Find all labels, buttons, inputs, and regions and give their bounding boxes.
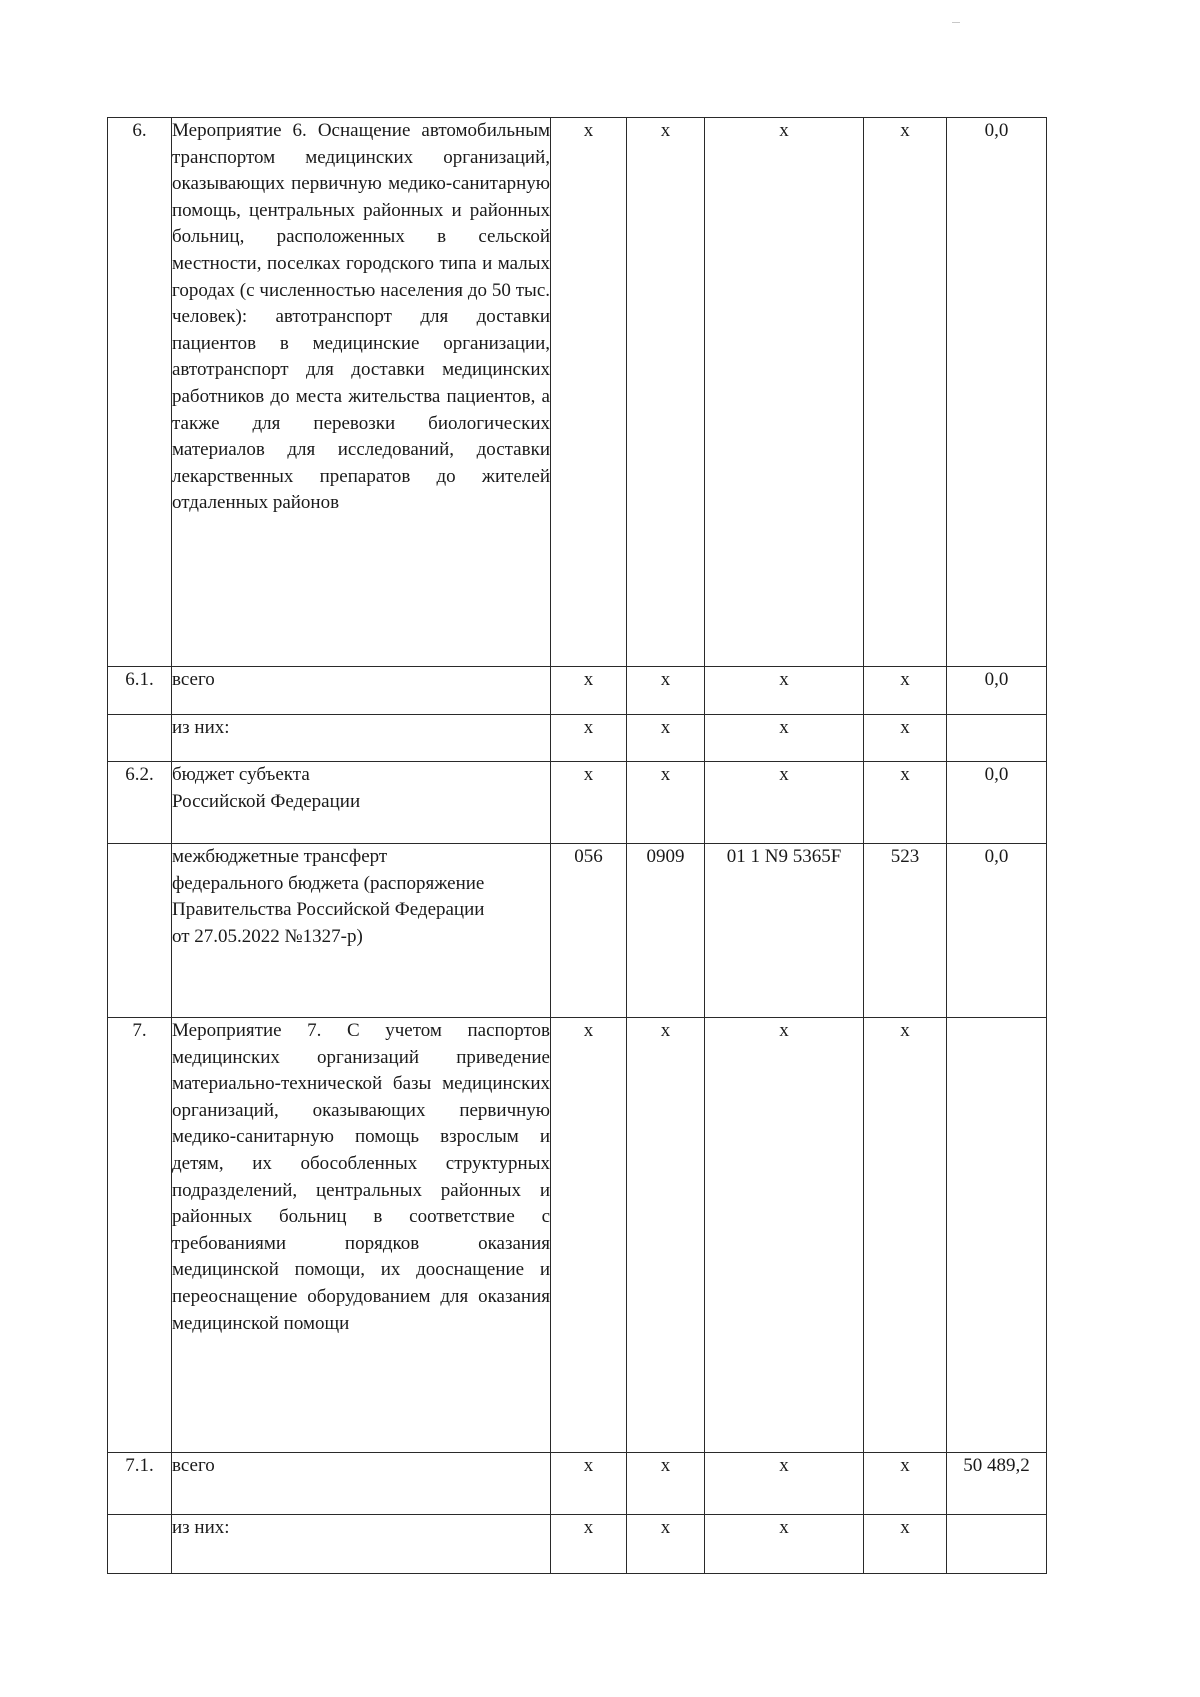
section-code-cell: x <box>627 1515 705 1574</box>
table-row <box>108 1453 1047 1515</box>
amount-cell <box>947 715 1047 762</box>
row-description: всего <box>172 667 551 715</box>
grbs-code-cell: x <box>551 1453 627 1515</box>
row-description: Мероприятие 6. Оснащение автомобильным транспортом медицинских организаций, оказывающих первичную медико-санитарную помощь, центральных районных и районных больниц, расположенных в сельской местности, поселках городского типа и малых городах (с численностью населения до 50 тыс. человек): автотранспорт для доставки пациентов в медицинские организации, автотранспорт для доставки медицинских работников до места жительства пациентов, а также для перевозки биологических материалов для исследований, доставки лекарственных препаратов до жителей отдаленных районов <box>172 118 551 667</box>
grbs-code-cell: x <box>551 1018 627 1453</box>
row-description: межбюджетные трансферт федерального бюджета (распоряжение Правительства Российской Федерации от 27.05.2022 №1327-р) <box>172 844 551 1018</box>
target-article-cell: x <box>705 762 864 844</box>
target-article-cell: x <box>705 1515 864 1574</box>
target-article-cell: x <box>705 118 864 667</box>
grbs-code-cell: x <box>551 118 627 667</box>
table-row <box>108 118 1047 667</box>
expense-type-cell: x <box>864 715 947 762</box>
target-article-cell: x <box>705 667 864 715</box>
budget-table <box>107 117 1047 1574</box>
row-description: из них: <box>172 715 551 762</box>
amount-cell: 0,0 <box>947 667 1047 715</box>
grbs-code-cell: 056 <box>551 844 627 1018</box>
target-article-cell: x <box>705 715 864 762</box>
section-code-cell: x <box>627 1453 705 1515</box>
expense-type-cell: x <box>864 1453 947 1515</box>
section-code-cell: 0909 <box>627 844 705 1018</box>
row-number <box>108 1515 172 1574</box>
row-number: 6.2. <box>108 762 172 844</box>
row-description: всего <box>172 1453 551 1515</box>
row-description: Мероприятие 7. С учетом паспортов медицинских организаций приведение материально-технической базы медицинских организаций, оказывающих первичную медико-санитарную помощь взрослым и детям, их обособленных структурных подразделений, центральных районных и районных больниц в соответствие с требованиями порядков оказания медицинской помощи, их дооснащение и переоснащение оборудованием для оказания медицинской помощи <box>172 1018 551 1453</box>
amount-cell <box>947 1515 1047 1574</box>
row-number <box>108 844 172 1018</box>
section-code-cell: x <box>627 762 705 844</box>
amount-cell: 0,0 <box>947 118 1047 667</box>
table-row <box>108 1515 1047 1574</box>
grbs-code-cell: x <box>551 762 627 844</box>
row-number: 7.1. <box>108 1453 172 1515</box>
amount-cell: 0,0 <box>947 844 1047 1018</box>
row-description: бюджет субъекта Российской Федерации <box>172 762 551 844</box>
row-number: 7. <box>108 1018 172 1453</box>
table-row <box>108 844 1047 1018</box>
section-code-cell: x <box>627 1018 705 1453</box>
expense-type-cell: x <box>864 118 947 667</box>
section-code-cell: x <box>627 715 705 762</box>
amount-cell <box>947 1018 1047 1453</box>
row-number: 6.1. <box>108 667 172 715</box>
target-article-cell: x <box>705 1453 864 1515</box>
amount-cell: 0,0 <box>947 762 1047 844</box>
table-row <box>108 667 1047 715</box>
amount-cell: 50 489,2 <box>947 1453 1047 1515</box>
grbs-code-cell: x <box>551 715 627 762</box>
section-code-cell: x <box>627 667 705 715</box>
table-row <box>108 1018 1047 1453</box>
expense-type-cell: 523 <box>864 844 947 1018</box>
target-article-cell: x <box>705 1018 864 1453</box>
row-description: из них: <box>172 1515 551 1574</box>
grbs-code-cell: x <box>551 1515 627 1574</box>
grbs-code-cell: x <box>551 667 627 715</box>
table-row <box>108 715 1047 762</box>
expense-type-cell: x <box>864 1515 947 1574</box>
section-code-cell: x <box>627 118 705 667</box>
expense-type-cell: x <box>864 762 947 844</box>
expense-type-cell: x <box>864 1018 947 1453</box>
row-number <box>108 715 172 762</box>
table-row <box>108 762 1047 844</box>
target-article-cell: 01 1 N9 5365F <box>705 844 864 1018</box>
scan-speck <box>952 22 960 23</box>
expense-type-cell: x <box>864 667 947 715</box>
row-number: 6. <box>108 118 172 667</box>
